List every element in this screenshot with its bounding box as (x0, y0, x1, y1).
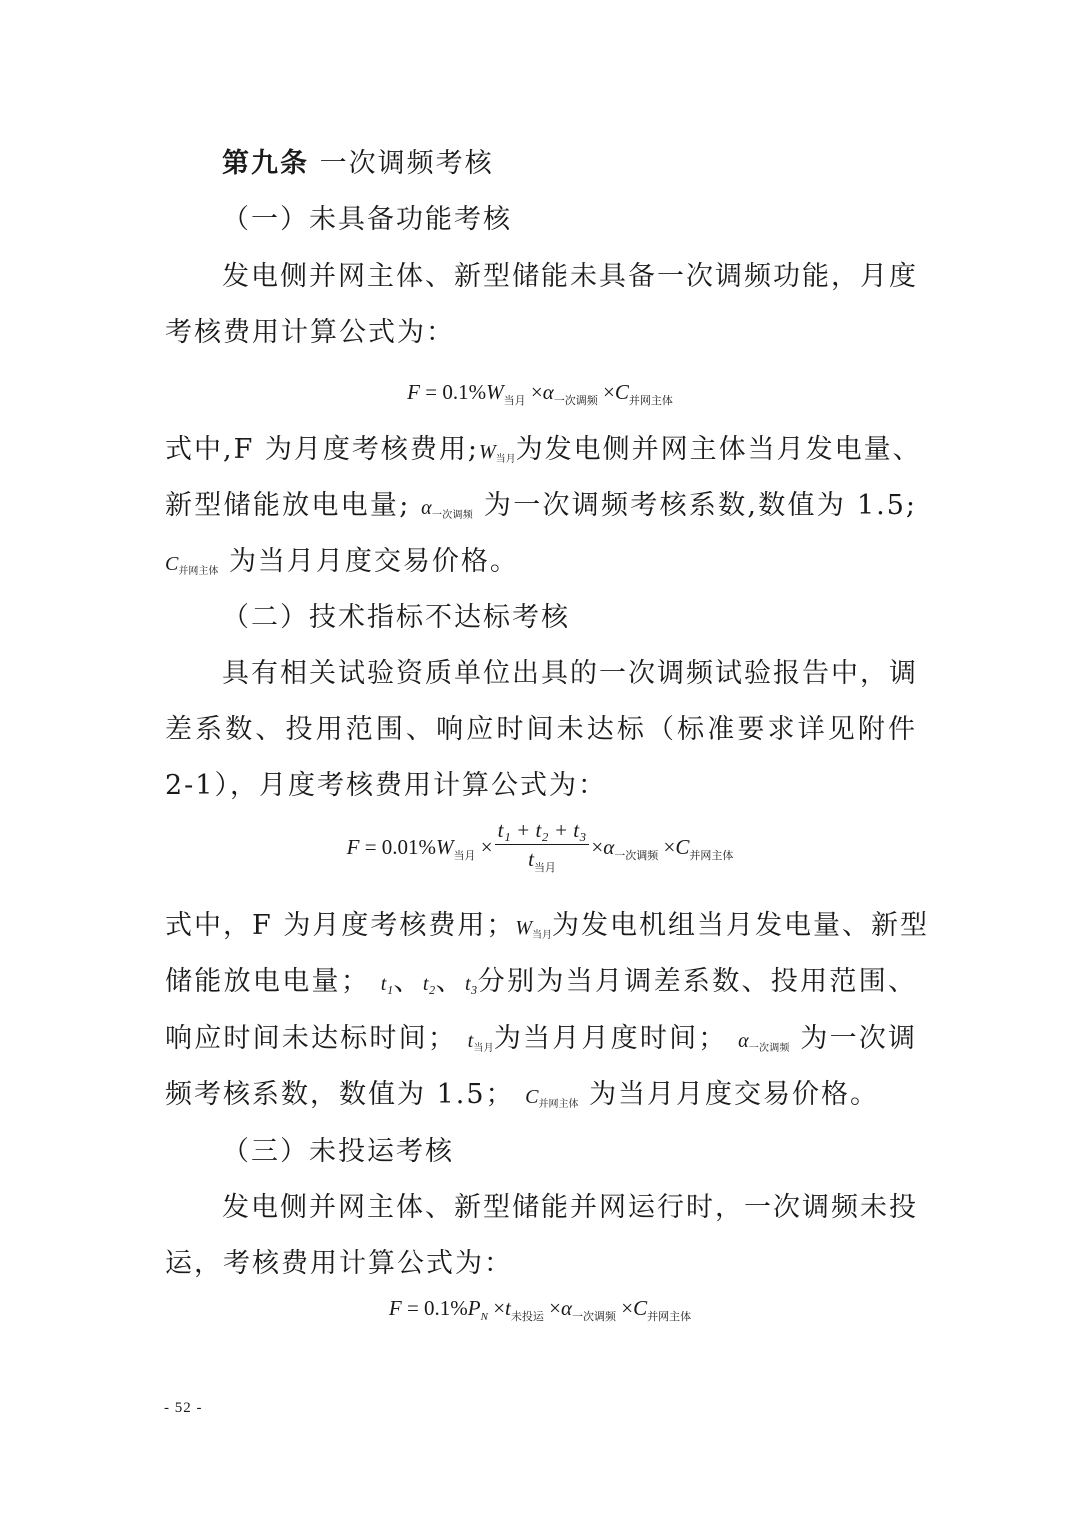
formula-subscript: 并网主体 (647, 1311, 692, 1323)
definition-text: 响应时间未达标时间； (165, 1023, 457, 1054)
formula-3 (0, 1296, 1080, 1324)
section2-definition-line-3 (165, 1019, 917, 1069)
section2-definition-line-4 (165, 1075, 917, 1125)
definition-var: $C_{并网主体}$ (525, 1086, 579, 1110)
definition-text: 为一次调 (800, 1023, 918, 1054)
section1-definition-line-1 (165, 430, 922, 480)
formula-var: F (346, 834, 360, 859)
formula-operator: × (493, 1296, 506, 1320)
formula-var: W (486, 380, 504, 404)
formula-var: C (633, 1296, 648, 1320)
formula-operator: × (621, 1296, 634, 1320)
definition-text: 为当月月度时间； (493, 1023, 728, 1054)
formula-text: = 0.1% (401, 1296, 468, 1320)
section1-definition-line-3 (165, 542, 917, 592)
definition-var: t₂ (422, 973, 436, 995)
definition-var: $C_{并网主体}$ (165, 553, 219, 577)
formula-1 (0, 380, 1080, 408)
section1-paragraph-line-2: 考核费用计算公式为： (165, 317, 455, 348)
definition-var: $\alpha_{一次调频}$ (421, 497, 474, 521)
formula-subscript: 一次调频 (572, 1311, 617, 1323)
formula-var: F (388, 1296, 402, 1320)
definition-text: 、 (435, 966, 465, 997)
formula-2 (0, 818, 1080, 880)
formula-text: = 0.01% (359, 834, 437, 859)
formula-subscript: 当月 (503, 395, 526, 407)
definition-text: 为当月月度交易价格。 (228, 546, 519, 577)
definition-text: 为当月月度交易价格。 (589, 1079, 880, 1110)
section2-paragraph-line-3: 2-1），月度考核费用计算公式为： (165, 770, 607, 801)
section2-definition-line-2 (165, 962, 917, 1004)
formula-var: α (542, 380, 554, 404)
formula-subscript: N (480, 1311, 488, 1323)
formula-subscript: 当月 (453, 849, 476, 862)
formula-subscript: 一次调频 (553, 395, 598, 407)
formula-operator: × (663, 834, 676, 859)
definition-var: $\alpha_{一次调频}$ (738, 1030, 790, 1054)
formula-var: C (675, 834, 690, 859)
formula-var: α (603, 834, 615, 859)
fraction-denominator: $t_{当月}$ (528, 847, 556, 874)
section-heading-3: （三）未投运考核 (222, 1136, 454, 1167)
section3-paragraph-line-2: 运，考核费用计算公式为： (165, 1248, 513, 1279)
formula-operator: × (530, 380, 543, 404)
definition-text: 新型储能放电电量; (165, 490, 411, 521)
formula-var: F (407, 380, 420, 404)
article-title: 一次调频考核 (319, 148, 494, 179)
formula-operator: × (480, 834, 493, 859)
page-number: - 52 - (164, 1400, 203, 1416)
definition-var: $t_{当月}$ (467, 1030, 494, 1054)
definition-var: t₃ (464, 973, 478, 995)
section3-paragraph-line-1: 发电侧并网主体、新型储能并网运行时，一次调频未投 (222, 1192, 918, 1223)
definition-text: 为发电机组当月发电量、新型 (552, 910, 929, 941)
section2-paragraph-line-1: 具有相关试验资质单位出具的一次调频试验报告中，调 (222, 658, 918, 689)
definition-text: 频考核系数，数值为 1.5； (165, 1079, 515, 1110)
section-heading-2: （二）技术指标不达标考核 (222, 602, 570, 633)
formula-var: t (505, 1296, 511, 1320)
formula-operator: × (549, 1296, 561, 1320)
definition-text: 式中,F 为月度考核费用; (165, 434, 479, 465)
definition-text: 分别为当月调差系数、投用范围、 (477, 966, 918, 997)
definition-var: t₁ (380, 973, 394, 995)
formula-var: P (467, 1296, 481, 1320)
definition-text: 、 (393, 966, 423, 997)
definition-var: $W_{当月}$ (479, 441, 516, 465)
fraction-numerator: t₁ + t₂ + t₃ (495, 818, 590, 845)
formula-operator: × (602, 380, 615, 404)
section2-paragraph-line-2: 差系数、投用范围、响应时间未达标（标准要求详见附件 (165, 714, 917, 745)
article-number: 第九条 (222, 148, 309, 179)
formula-text: = 0.1% (420, 380, 487, 404)
formula-fraction (495, 818, 590, 880)
formula-operator: × (591, 834, 604, 859)
definition-text: 式中，F 为月度考核费用； (165, 910, 516, 941)
formula-subscript: 并网主体 (689, 849, 734, 862)
formula-subscript: 一次调频 (614, 849, 659, 862)
article-heading (222, 144, 917, 184)
formula-var: W (436, 834, 454, 859)
formula-subscript: 未投运 (510, 1311, 544, 1323)
definition-var: $W_{当月}$ (515, 917, 552, 941)
definition-text: 为发电侧并网主体当月发电量、 (515, 434, 922, 465)
formula-var: α (560, 1296, 573, 1320)
section2-definition-line-1 (165, 906, 929, 956)
section1-paragraph-line-1: 发电侧并网主体、新型储能未具备一次调频功能，月度 (222, 261, 918, 292)
formula-var: C (614, 380, 629, 404)
section1-definition-line-2 (165, 486, 917, 536)
definition-text: 为一次调频考核系数,数值为 1.5; (483, 490, 917, 521)
definition-text: 储能放电电量； (165, 966, 370, 997)
formula-subscript: 并网主体 (628, 395, 673, 407)
section-heading-1: （一）未具备功能考核 (222, 204, 512, 235)
